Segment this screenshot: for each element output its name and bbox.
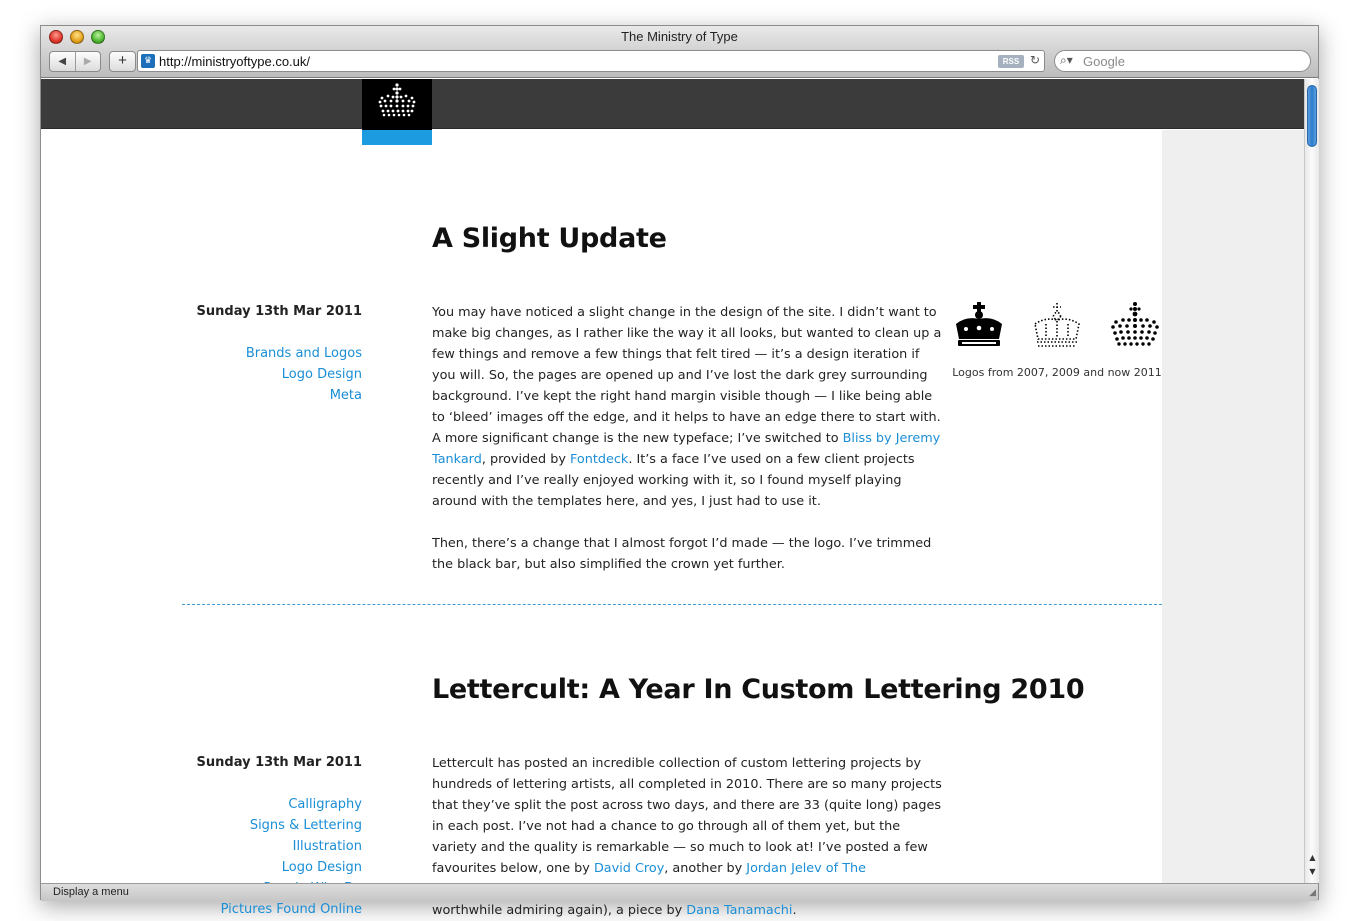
search-icon[interactable]: ⌕▾: [1060, 53, 1073, 67]
post-body: [432, 302, 942, 575]
paragraph-text: Lettercult has posted an incredible collection of custom lettering projects by hundreds of lettering artists, all completed in 2010. There are so many projects that they’ve split the post across two days, and there are 33 (quite long) pages in each post. I’ve not had a chance to go through all of them yet, but the variety and the quality is remarkable — so much to look at! I’ve posted a few favourites below, one by: [432, 756, 942, 876]
category-link[interactable]: Calligraphy: [288, 797, 362, 812]
post-paragraph: [432, 533, 942, 575]
search-input[interactable]: [1083, 53, 1303, 69]
site-logo[interactable]: [362, 79, 432, 130]
paragraph-text: , another by: [664, 861, 747, 876]
post-categories: [246, 343, 362, 406]
status-bar: [41, 883, 1318, 901]
paragraph-text: Then, there’s a change that I almost forgot I’d made — the logo. I’ve trimmed the black bar, but also simplified the crown yet further.: [432, 536, 932, 572]
site-favicon-icon: ♛: [141, 54, 155, 68]
crown-2011-icon: [1108, 302, 1162, 350]
paragraph-text: , provided by: [481, 452, 570, 467]
scroll-thumb[interactable]: [1307, 85, 1317, 147]
category-link[interactable]: Logo Design: [281, 860, 362, 875]
plus-icon: +: [118, 52, 127, 69]
post-paragraph: [432, 302, 942, 512]
post-divider: [182, 604, 1162, 605]
browser-window: [40, 25, 1319, 918]
logo-accent-bar: [362, 130, 432, 145]
status-text: Display a menu: [53, 886, 129, 898]
search-field[interactable]: [1054, 50, 1311, 72]
logo-history-figure: [952, 302, 1162, 379]
resize-grip-icon[interactable]: ◢: [1309, 887, 1316, 897]
post-date: Sunday 13th Mar 2011: [196, 304, 362, 319]
paragraph-text: You may have noticed a slight change in the design of the site. I didn’t want to make big changes, as I rather like the way it all looks, but wanted to clean up a few things and remove a few things that felt tired — it’s a design iteration if you will. So, the pages are opened up and I’ve lost the dark grey surrounding background. I’ve kept the right hand margin visible though — I like being able to ‘bleed’ images off the edge, and it helps to have an edge there to start with. A more significant change is the new typeface; I’ve switched to: [432, 305, 942, 446]
paragraph-text: worthwhile admiring again), a piece by: [432, 903, 683, 918]
url-text[interactable]: http://ministryoftype.co.uk/: [159, 54, 311, 69]
forward-arrow-icon: ▶: [83, 56, 92, 67]
inline-link[interactable]: Jordan Jelev of The: [746, 861, 866, 876]
back-button[interactable]: [50, 52, 75, 71]
crown-logo-icon: [374, 81, 420, 123]
forward-button[interactable]: [75, 52, 101, 71]
category-link[interactable]: Signs & Lettering: [249, 818, 362, 833]
window-title: The Ministry of Type: [621, 29, 738, 44]
inline-link[interactable]: Bliss by Jeremy Tankard: [432, 431, 941, 467]
back-arrow-icon: ◀: [58, 56, 67, 67]
inline-link[interactable]: David Croy: [593, 861, 665, 876]
paragraph-text: .: [792, 903, 797, 918]
rss-button[interactable]: RSS: [998, 55, 1024, 68]
right-margin: [1162, 130, 1304, 890]
scroll-up-arrow-icon[interactable]: ▲: [1309, 853, 1316, 862]
paragraph-text: . It’s a face I’ve used on a few client projects recently and I’ve really enjoyed working with it, so I found myself playing around with the templates here, and yes, I just had to use it.: [432, 452, 915, 509]
crown-2007-icon: [952, 302, 1006, 350]
inline-link[interactable]: Fontdeck: [570, 452, 629, 467]
post-categories: [221, 794, 362, 920]
category-link[interactable]: Illustration: [292, 839, 362, 854]
site-header-bar: [41, 79, 1304, 129]
category-link[interactable]: Pictures Found Online: [220, 902, 362, 917]
address-bar[interactable]: [137, 50, 1045, 72]
post-title[interactable]: A Slight Update: [432, 223, 667, 254]
add-bookmark-button[interactable]: [109, 51, 136, 72]
figure-caption: Logos from 2007, 2009 and now 2011: [952, 366, 1162, 379]
scroll-down-arrow-icon[interactable]: ▼: [1309, 867, 1316, 876]
category-link[interactable]: Logo Design: [281, 367, 362, 382]
category-link[interactable]: Brands and Logos: [245, 346, 362, 361]
crown-2009-icon: [1030, 302, 1084, 350]
post-title[interactable]: Lettercult: A Year In Custom Lettering 2010: [432, 674, 1085, 705]
category-link[interactable]: Meta: [329, 388, 362, 403]
vertical-scrollbar[interactable]: [1304, 79, 1319, 883]
reload-icon[interactable]: ↻: [1029, 53, 1040, 67]
post-date: Sunday 13th Mar 2011: [196, 755, 362, 770]
history-nav: [49, 51, 101, 72]
title-bar: [41, 26, 1318, 78]
inline-link[interactable]: Dana Tanamachi: [686, 903, 793, 918]
